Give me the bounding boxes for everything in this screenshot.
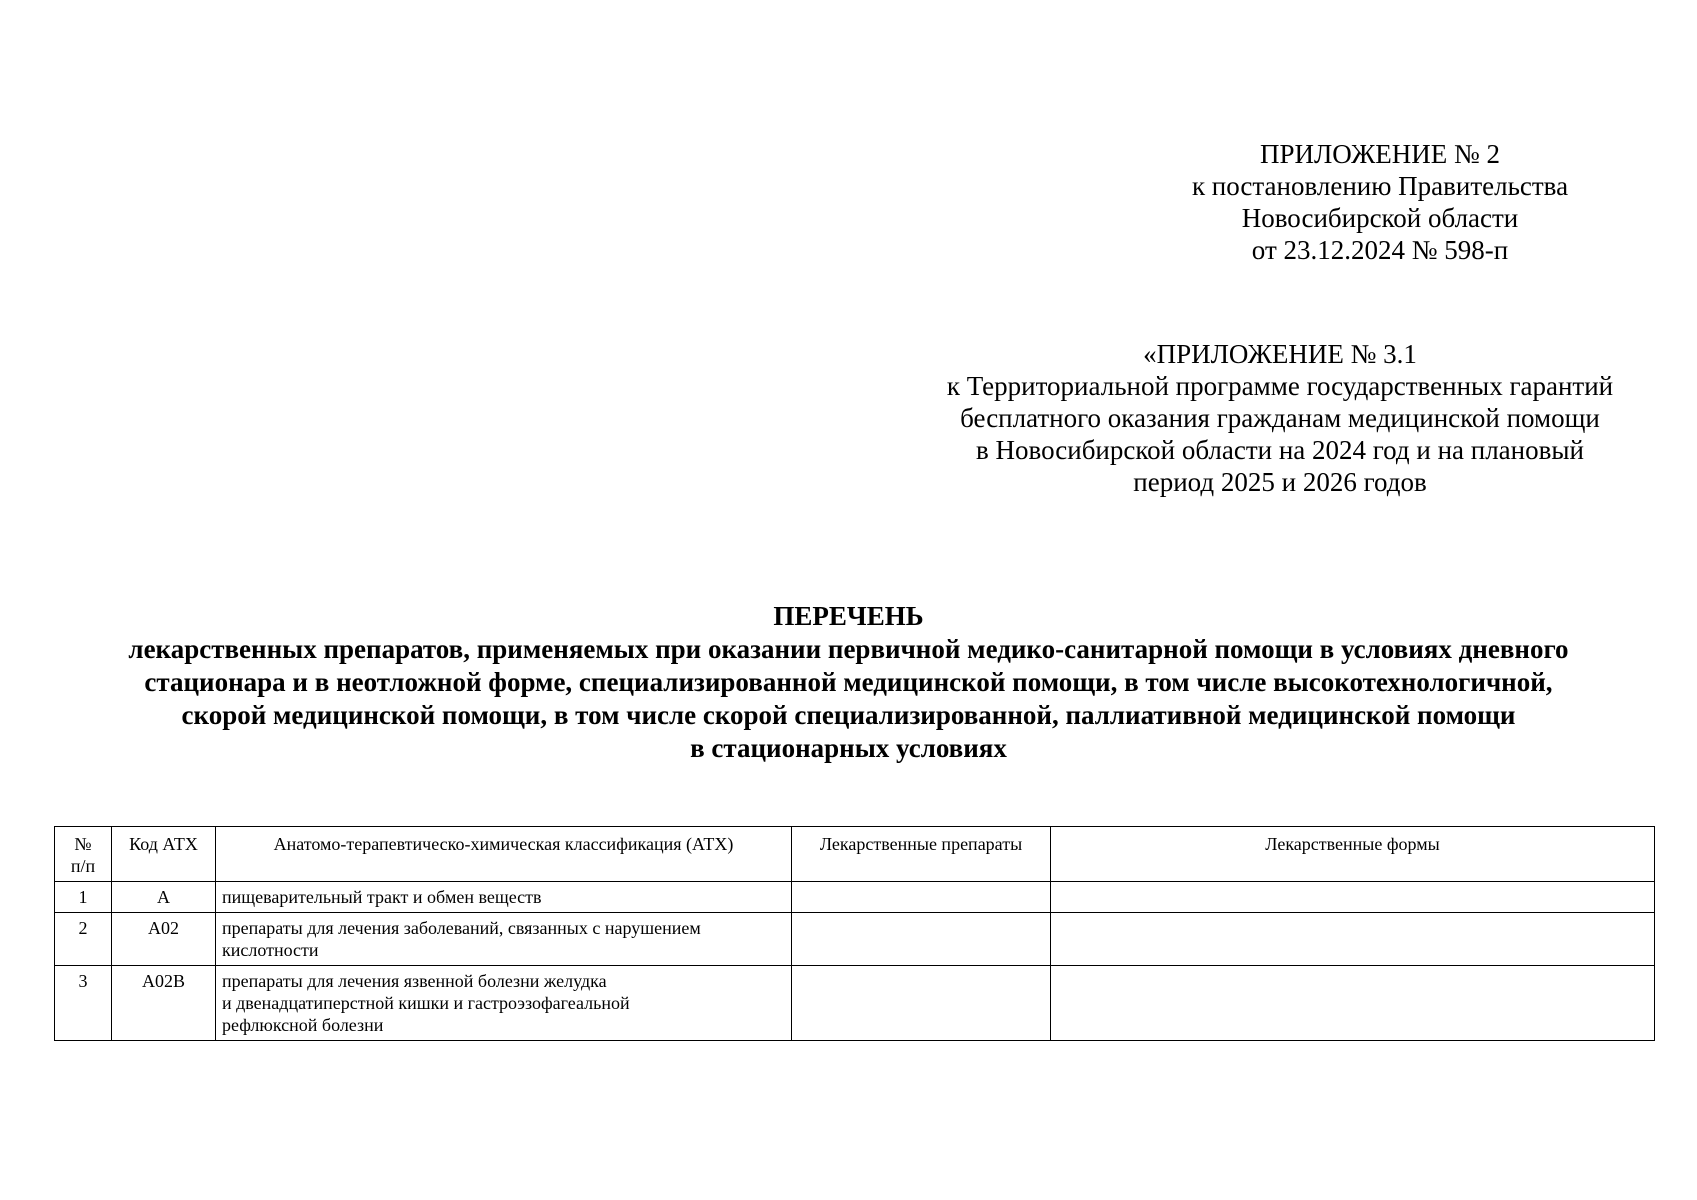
appendix-date: от 23.12.2024 № 598-п bbox=[1251, 235, 1509, 265]
program-line-4: в Новосибирской области на 2024 год и на плановый bbox=[976, 435, 1584, 465]
title-line-4: в стационарных условиях bbox=[690, 733, 1007, 763]
row-atc-code: А bbox=[112, 882, 216, 913]
row-classification bbox=[216, 966, 792, 1041]
header-num: № п/п bbox=[55, 827, 112, 882]
classification-line: кислотности bbox=[222, 940, 319, 960]
header-classification: Анатомо-терапевтическо-химическая классификация (АТХ) bbox=[216, 827, 792, 882]
title-line-2: стационара и в неотложной форме, специализированной медицинской помощи, в том числе высокотехнологичной, bbox=[144, 667, 1553, 697]
table-row bbox=[55, 966, 1655, 1041]
program-line-3: бесплатного оказания гражданам медицинской помощи bbox=[960, 403, 1600, 433]
program-appendix-number: «ПРИЛОЖЕНИЕ № 3.1 bbox=[1143, 339, 1417, 369]
program-line-2: к Территориальной программе государственных гарантий bbox=[946, 371, 1614, 401]
row-forms bbox=[1051, 966, 1655, 1041]
classification-line: препараты для лечения язвенной болезни желудка bbox=[222, 971, 607, 991]
row-forms bbox=[1051, 913, 1655, 966]
row-atc-code: А02 bbox=[112, 913, 216, 966]
title-line-3: скорой медицинской помощи, в том числе скорой специализированной, паллиативной медицинской помощи bbox=[181, 700, 1516, 730]
row-classification bbox=[216, 882, 792, 913]
table-row bbox=[55, 882, 1655, 913]
row-forms bbox=[1051, 882, 1655, 913]
table-row bbox=[55, 913, 1655, 966]
row-atc-code: А02В bbox=[112, 966, 216, 1041]
title-heading: ПЕРЕЧЕНЬ bbox=[773, 601, 924, 631]
drugs-table bbox=[54, 826, 1655, 1041]
program-header bbox=[900, 338, 1660, 498]
table-header-row bbox=[55, 827, 1655, 882]
classification-line: препараты для лечения заболеваний, связанных с нарушением bbox=[222, 918, 701, 938]
title-line-1: лекарственных препаратов, применяемых при оказании первичной медико-санитарной помощи в условиях дневного bbox=[128, 634, 1569, 664]
header-atc-code: Код АТХ bbox=[112, 827, 216, 882]
appendix-region: Новосибирской области bbox=[1241, 203, 1519, 233]
classification-line: рефлюксной болезни bbox=[222, 1015, 384, 1035]
classification-line: пищеварительный тракт и обмен веществ bbox=[222, 887, 542, 907]
row-drugs bbox=[792, 882, 1051, 913]
row-num: 3 bbox=[55, 966, 112, 1041]
appendix-number: ПРИЛОЖЕНИЕ № 2 bbox=[1259, 139, 1501, 169]
classification-line: и двенадцатиперстной кишки и гастроэзофагеальной bbox=[222, 993, 630, 1013]
row-num: 1 bbox=[55, 882, 112, 913]
appendix-resolution: к постановлению Правительства bbox=[1191, 171, 1569, 201]
row-num: 2 bbox=[55, 913, 112, 966]
row-drugs bbox=[792, 913, 1051, 966]
program-line-5: период 2025 и 2026 годов bbox=[1133, 467, 1427, 497]
appendix-header bbox=[1160, 138, 1600, 266]
row-drugs bbox=[792, 966, 1051, 1041]
header-forms: Лекарственные формы bbox=[1051, 827, 1655, 882]
document-title bbox=[40, 600, 1657, 765]
header-drugs: Лекарственные препараты bbox=[792, 827, 1051, 882]
row-classification bbox=[216, 913, 792, 966]
table-body bbox=[55, 882, 1655, 1041]
